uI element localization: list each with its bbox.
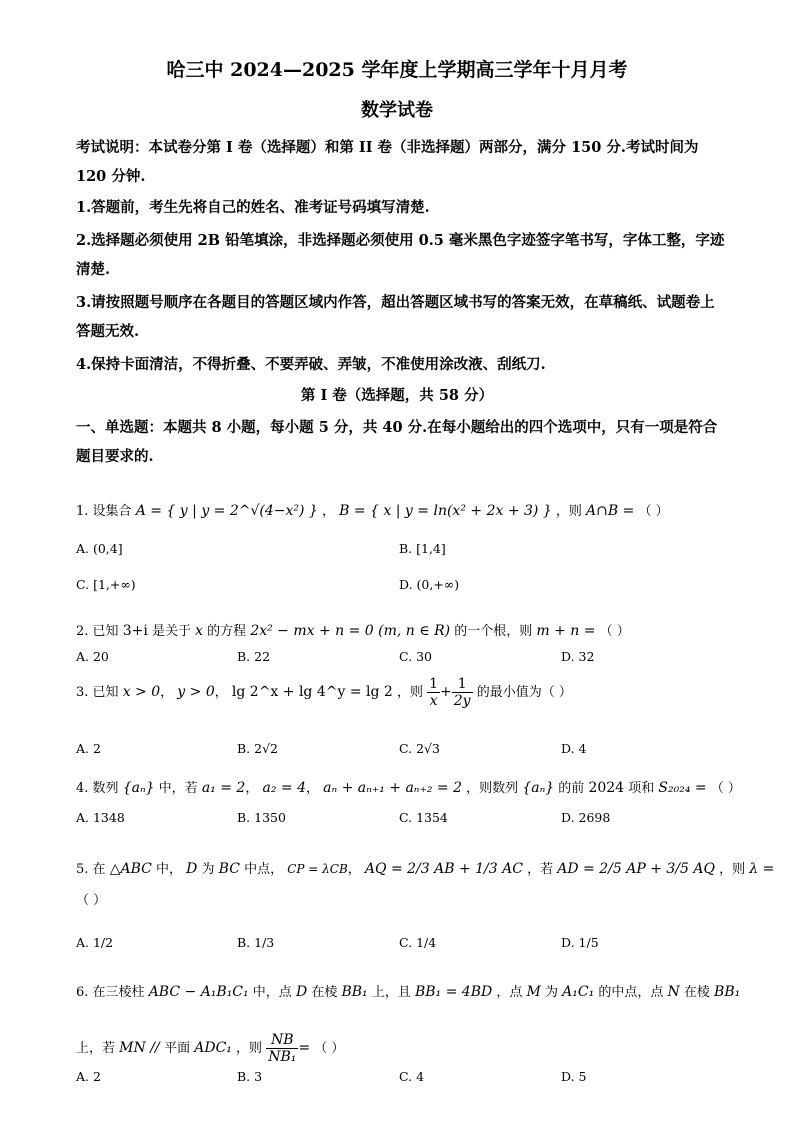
exam-title: 哈三中 2024—2025 学年度上学期高三学年十月月考 xyxy=(166,59,628,81)
q6-frac: $\frac{NB}{\text{NB₁}}$ xyxy=(268,1032,297,1065)
q4-option-c[interactable]: C. 1354 xyxy=(399,810,448,825)
exam-subtitle: 数学试卷 xyxy=(361,100,433,121)
q2-option-d[interactable]: D. 32 xyxy=(561,649,595,664)
q6-option-b[interactable]: B. 3 xyxy=(237,1069,263,1084)
q3-option-a[interactable]: A. 2 xyxy=(76,741,101,756)
question-2: 2. 已知 3+i 是关于 x 的方程 2x² − mx + n = 0 (m, n ∈ R) 的一个根，则 m + n = （ ） xyxy=(76,623,630,639)
q4-option-d[interactable]: D. 2698 xyxy=(561,810,611,825)
q2-equation: 2x² − mx + n = 0 (m, n ∈ R) xyxy=(250,623,451,639)
question-3: 3. 已知 x > 0， y > 0， lg 2^x + lg 4^y = lg 2 ，则 $\frac{1}{x}$ + $\frac{1}{2y}$ 的最小值为（ ） xyxy=(76,676,572,709)
q1-option-a[interactable]: A. (0,4] xyxy=(76,541,123,556)
q5-option-a[interactable]: A. 1/2 xyxy=(76,935,114,950)
q6-option-d[interactable]: D. 5 xyxy=(561,1069,587,1084)
q5-option-c[interactable]: C. 1/4 xyxy=(399,935,437,950)
q1-option-c[interactable]: C. [1,+∞) xyxy=(76,577,136,592)
q3-frac-2: $\frac{1}{2y}$ xyxy=(453,676,471,709)
q1-option-d[interactable]: D. (0,+∞) xyxy=(399,577,460,592)
q6-option-c[interactable]: C. 4 xyxy=(399,1069,425,1084)
q5-option-d[interactable]: D. 1/5 xyxy=(561,935,599,950)
question-6-line2: 上，若 MN // 平面 ADC₁ ，则 $\frac{NB}{\text{NB₁}}$ = （ ） xyxy=(76,1032,345,1065)
q5-eq-1: AQ = 2/3 AB + 1/3 AC xyxy=(364,861,523,877)
instruction-1: 1.答题前，考生先将自己的姓名、准考证号码填写清楚. xyxy=(76,199,430,216)
instruction-3: 3.请按照题号顺序在各题目的答题区域内作答，超出答题区域书写的答案无效，在草稿纸、试题卷上答题无效. xyxy=(76,294,715,340)
q5-eq-2: AD = 2/5 AP + 3/5 AQ xyxy=(557,861,715,877)
question-6: 6. 在三棱柱 ABC − A₁B₁C₁ 中，点 D 在棱 BB₁ 上，且 BB₁ = 4BD ，点 M 为 A₁C₁ 的中点，点 N 在棱 BB₁ xyxy=(76,984,741,1000)
q4-option-a[interactable]: A. 1348 xyxy=(76,810,125,825)
q4-option-b[interactable]: B. 1350 xyxy=(237,810,286,825)
q1-option-b[interactable]: B. [1,4] xyxy=(399,541,446,556)
q2-option-a[interactable]: A. 20 xyxy=(76,649,109,664)
q5-option-b[interactable]: B. 1/3 xyxy=(237,935,275,950)
q3-option-c[interactable]: C. 2√3 xyxy=(399,741,440,756)
section1-title: 第 I 卷（选择题，共 58 分） xyxy=(300,387,494,404)
q3-option-d[interactable]: D. 4 xyxy=(561,741,587,756)
q2-option-c[interactable]: C. 30 xyxy=(399,649,432,664)
q6-option-a[interactable]: A. 2 xyxy=(76,1069,101,1084)
instruction-0: 考试说明：本试卷分第 I 卷（选择题）和第 II 卷（非选择题）两部分，满分 150 分.考试时间为 120 分钟. xyxy=(76,139,699,185)
instruction-2: 2.选择题必须使用 2B 铅笔填涂，非选择题必须使用 0.5 毫米黑色字迹签字笔书写，字体工整，字迹清楚. xyxy=(76,232,725,278)
instruction-4: 4.保持卡面清洁，不得折叠、不要弄破、弄皱，不准使用涂改液、刮纸刀. xyxy=(76,356,546,373)
question-4: 4. 数列 {aₙ} 中，若 a₁ = 2， a₂ = 4， aₙ + aₙ₊₁ + aₙ₊₂ = 2 ，则数列 {aₙ} 的前 2024 项和 S₂₀₂₄ = （ ） xyxy=(76,780,741,796)
q1-set-b: B = { x | y = ln(x² + 2x + 3) } xyxy=(339,503,552,519)
q1-set-a: A = { y | y = 2^√(4−x²) } xyxy=(135,503,318,519)
q1-ask: A∩B = xyxy=(586,503,635,519)
q3-option-b[interactable]: B. 2√2 xyxy=(237,741,279,756)
q3-frac-1: $\frac{1}{x}$ xyxy=(429,676,439,709)
question-5: 5. 在 △ABC 中， D 为 BC 中点， CP = λCB， AQ = 2/3 AB + 1/3 AC ，若 AD = 2/5 AP + 3/5 AQ ，则 λ = xyxy=(76,861,775,877)
q5-paren: （ ） xyxy=(76,893,107,908)
q2-option-b[interactable]: B. 22 xyxy=(237,649,271,664)
section1-intro: 一、单选题：本题共 8 小题，每小题 5 分，共 40 分.在每小题给出的四个选项中，只有一项是符合题目要求的. xyxy=(76,419,718,465)
question-1: 1. 设集合 A = { y | y = 2^√(4−x²) } ， B = { x | y = ln(x² + 2x + 3) } ，则 A∩B = （ ） xyxy=(76,503,669,519)
